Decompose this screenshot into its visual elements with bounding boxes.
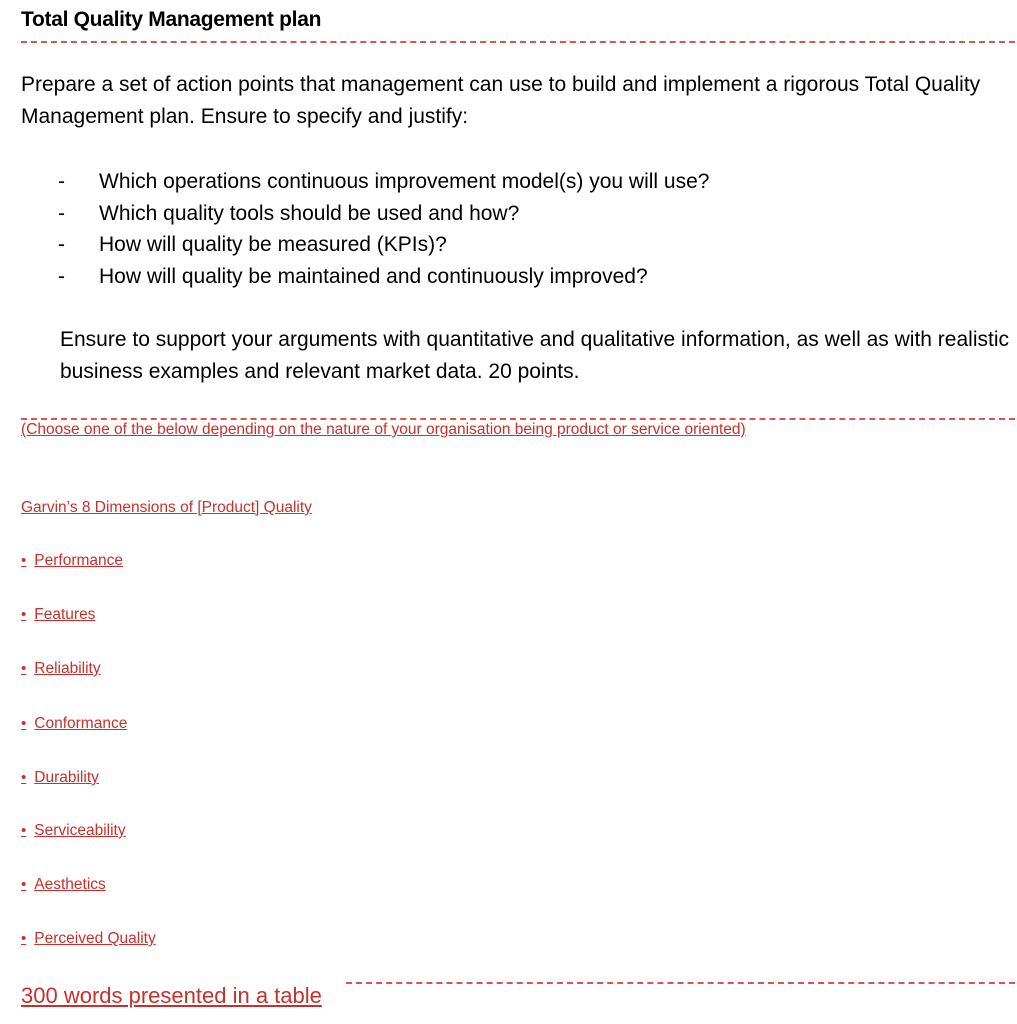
question-text: How will quality be maintained and continuously improved? (99, 264, 648, 288)
question-text: How will quality be measured (KPIs)? (99, 233, 447, 256)
word-count-note-link[interactable]: 300 words presented in a table (21, 983, 322, 1008)
dash-bullet: - (58, 233, 65, 256)
footer-divider (346, 982, 1015, 984)
bullet-dot-icon: • (21, 660, 27, 677)
dimension-item-features[interactable] (21, 606, 95, 624)
garvin-heading-link[interactable]: Garvin’s 8 Dimensions of [Product] Quality (21, 499, 312, 516)
dimension-item-conformance[interactable] (21, 715, 127, 733)
dimension-item-serviceability[interactable] (21, 822, 126, 840)
question-text: Which quality tools should be used and how? (99, 201, 520, 225)
dimension-label: Durability (34, 769, 99, 786)
support-paragraph: Ensure to support your arguments with quantitative and qualitative information, as well as with realistic business examples and relevant market data. 20 points. (60, 328, 1009, 383)
choose-note-link[interactable]: (Choose one of the below depending on the nature of your organisation being product or service oriented) (21, 421, 746, 438)
dimension-label: Perceived Quality (34, 930, 156, 947)
dimension-label: Features (34, 606, 96, 623)
list-item (58, 198, 709, 230)
dimension-item-perceived-quality[interactable] (21, 930, 156, 948)
dimension-label: Performance (34, 552, 123, 569)
title-divider (21, 41, 1015, 43)
dash-bullet: - (58, 170, 65, 193)
question-list (58, 166, 709, 292)
bullet-dot-icon: • (21, 606, 27, 623)
dimension-label: Aesthetics (34, 876, 106, 893)
dash-bullet: - (58, 201, 65, 225)
question-text: Which operations continuous improvement model(s) you will use? (99, 170, 710, 193)
list-item (58, 229, 709, 261)
bullet-dot-icon: • (21, 876, 27, 893)
page-title: Total Quality Management plan (21, 8, 322, 31)
dimension-label: Conformance (34, 715, 128, 732)
dash-bullet: - (58, 264, 65, 288)
bullet-dot-icon: • (21, 822, 27, 839)
list-item (58, 261, 709, 293)
section-divider (21, 418, 1015, 420)
bullet-dot-icon: • (21, 930, 27, 947)
dimension-label: Reliability (34, 660, 101, 677)
intro-paragraph: Prepare a set of action points that management can use to build and implement a rigorous Total Quality Management plan. Ensure to specify and justify: (21, 73, 981, 128)
bullet-dot-icon: • (21, 715, 27, 732)
list-item (58, 166, 709, 198)
bullet-dot-icon: • (21, 552, 27, 569)
bullet-dot-icon: • (21, 769, 27, 786)
dimension-item-performance[interactable] (21, 552, 123, 570)
dimension-label: Serviceability (34, 822, 126, 839)
dimension-item-aesthetics[interactable] (21, 876, 106, 894)
dimension-item-durability[interactable] (21, 769, 99, 787)
dimension-item-reliability[interactable] (21, 660, 101, 678)
